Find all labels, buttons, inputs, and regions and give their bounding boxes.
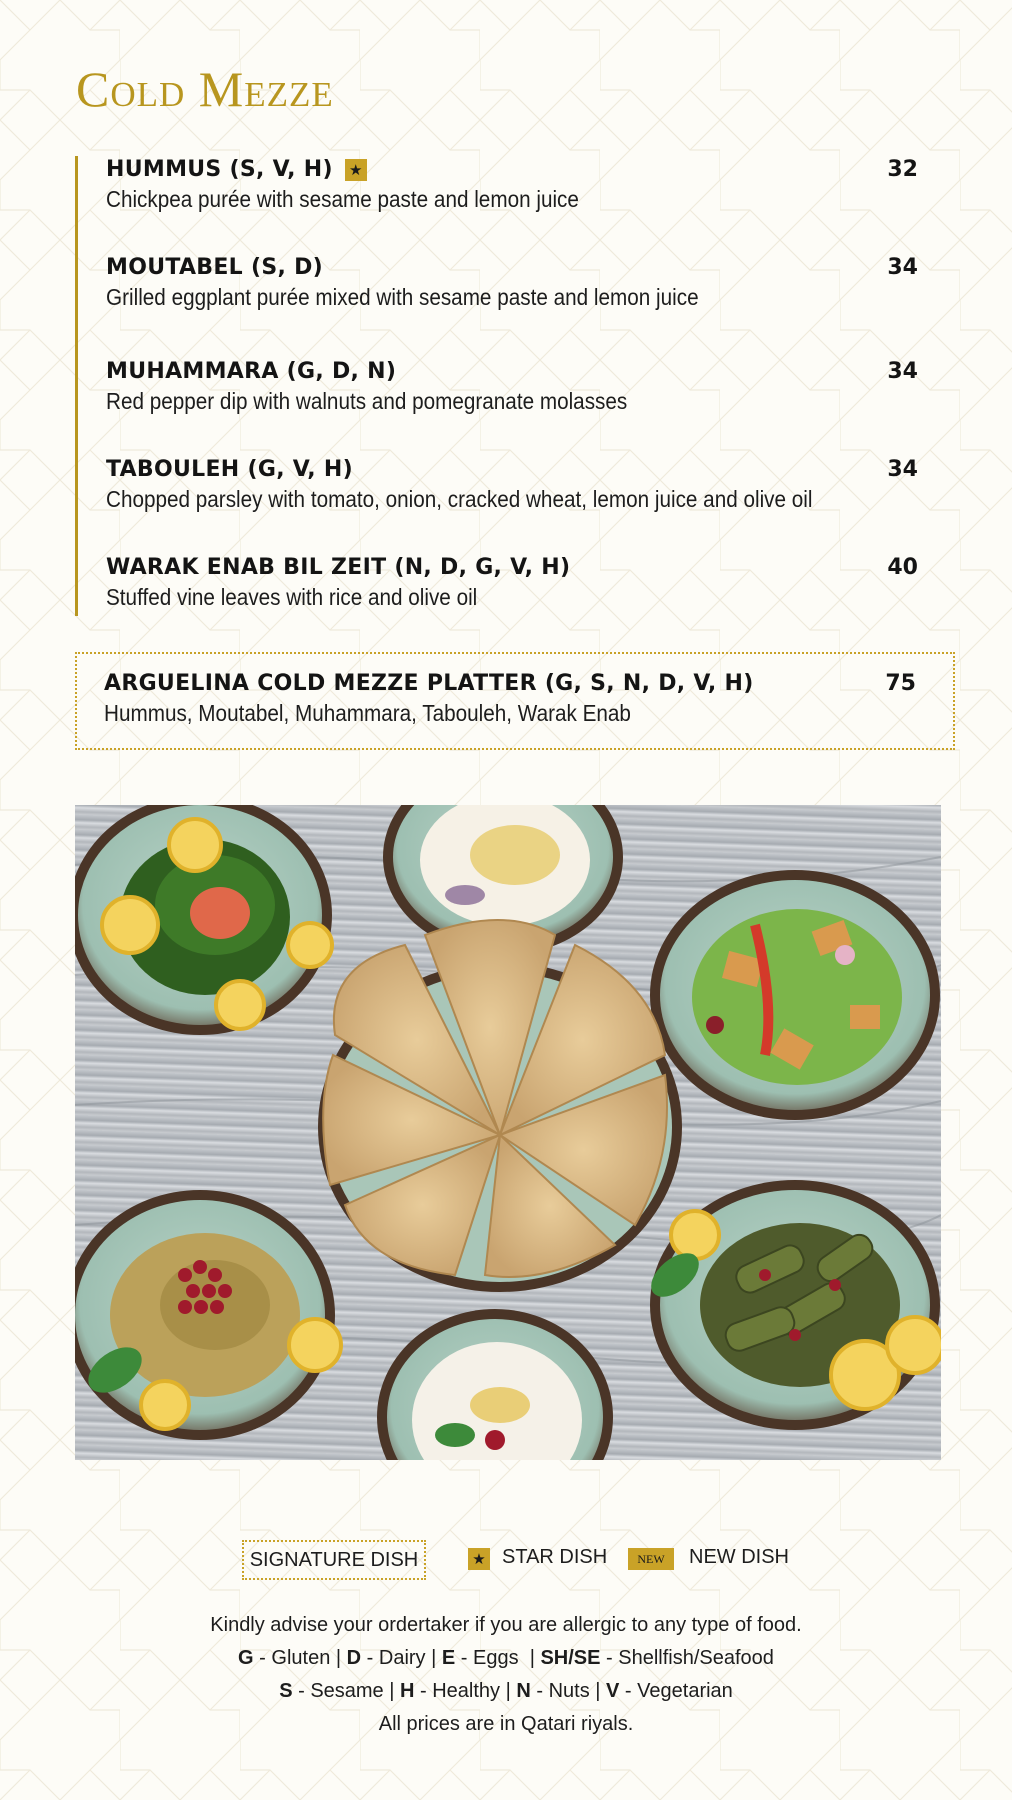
item-description: Stuffed vine leaves with rice and olive oil — [106, 584, 478, 610]
allergen-label: Eggs — [472, 1647, 519, 1669]
baba-ghanouj-bowl — [75, 1190, 341, 1440]
menu-item-platter — [104, 670, 916, 728]
fattoush-bowl — [650, 870, 940, 1120]
mezze-photo — [75, 805, 941, 1460]
allergen-notes — [0, 1609, 1012, 1741]
allergen-label: Dairy — [378, 1647, 426, 1669]
item-price: 40 — [887, 555, 918, 580]
item-description: Red pepper dip with walnuts and pomegranate molasses — [106, 388, 628, 414]
menu-item-hummus — [106, 156, 918, 214]
allergen-codes-line-1: G - Gluten | D - Dairy | E - Eggs | SH/SE - Shellfish/Seafood — [238, 1647, 774, 1669]
item-name: ARGUELINA COLD MEZZE PLATTER (G, S, N, D, V, H) — [104, 671, 754, 696]
allergen-code: N — [516, 1680, 531, 1702]
item-name: HUMMUS (S, V, H) — [106, 157, 333, 182]
menu-item-moutabel — [106, 254, 918, 312]
allergen-code: H — [400, 1680, 415, 1702]
allergy-notice: Kindly advise your ordertaker if you are allergic to any type of food. — [210, 1614, 802, 1636]
item-name: MOUTABEL (S, D) — [106, 255, 323, 280]
allergen-code: D — [346, 1647, 362, 1669]
item-price: 34 — [887, 255, 918, 280]
item-name: WARAK ENAB BIL ZEIT (N, D, G, V, H) — [106, 555, 571, 580]
menu-item-list — [75, 156, 918, 616]
star-icon: ★ — [468, 1548, 490, 1570]
currency-note: All prices are in Qatari riyals. — [378, 1713, 634, 1735]
item-price: 34 — [887, 359, 918, 384]
item-description: Grilled eggplant purée mixed with sesame paste and lemon juice — [106, 284, 699, 310]
allergen-code: G — [238, 1647, 254, 1669]
allergen-code: SH/SE — [540, 1647, 601, 1669]
allergen-label: Vegetarian — [637, 1680, 733, 1702]
star-dish-key: STAR DISH — [502, 1546, 608, 1568]
item-description: Chopped parsley with tomato, onion, cracked wheat, lemon juice and olive oil — [106, 486, 813, 512]
dish-legend — [0, 1540, 1012, 1584]
item-name: TABOULEH (G, V, H) — [106, 457, 353, 482]
item-description: Chickpea purée with sesame paste and lemon juice — [106, 186, 579, 212]
bread-platter — [318, 920, 682, 1292]
allergen-codes-line-2: S - Sesame | H - Healthy | N - Nuts | V - Vegetarian — [279, 1680, 733, 1702]
allergen-label: Sesame — [310, 1680, 384, 1702]
mezze-illustration — [75, 805, 941, 1460]
menu-item-tabouleh — [106, 456, 918, 514]
menu-item-warak-enab — [106, 554, 918, 612]
menu-item-muhammara — [106, 358, 918, 416]
signature-platter-box — [75, 652, 955, 750]
allergen-label: Nuts — [548, 1680, 590, 1702]
allergen-label: Healthy — [432, 1680, 501, 1702]
item-price: 34 — [887, 457, 918, 482]
item-price: 32 — [887, 157, 918, 182]
allergen-label: Gluten — [271, 1647, 331, 1669]
section-title: Cold Mezze — [76, 61, 334, 117]
signature-dish-key: SIGNATURE DISH — [242, 1540, 426, 1580]
allergen-code: E — [441, 1647, 456, 1669]
item-name: MUHAMMARA (G, D, N) — [106, 359, 397, 384]
new-dish-key: NEW DISH — [689, 1546, 789, 1568]
allergen-code: S — [279, 1680, 293, 1702]
warak-enab-bowl — [643, 1180, 941, 1430]
star-icon: ★ — [345, 159, 367, 181]
allergen-code: V — [606, 1680, 620, 1702]
hummus-bowl — [377, 1309, 613, 1460]
new-badge: NEW — [628, 1548, 674, 1570]
tabbouleh-bowl — [75, 805, 332, 1035]
allergen-label: Shellfish/Seafood — [618, 1647, 774, 1669]
item-description: Hummus, Moutabel, Muhammara, Tabouleh, Warak Enab — [104, 700, 631, 726]
item-price: 75 — [885, 671, 916, 696]
